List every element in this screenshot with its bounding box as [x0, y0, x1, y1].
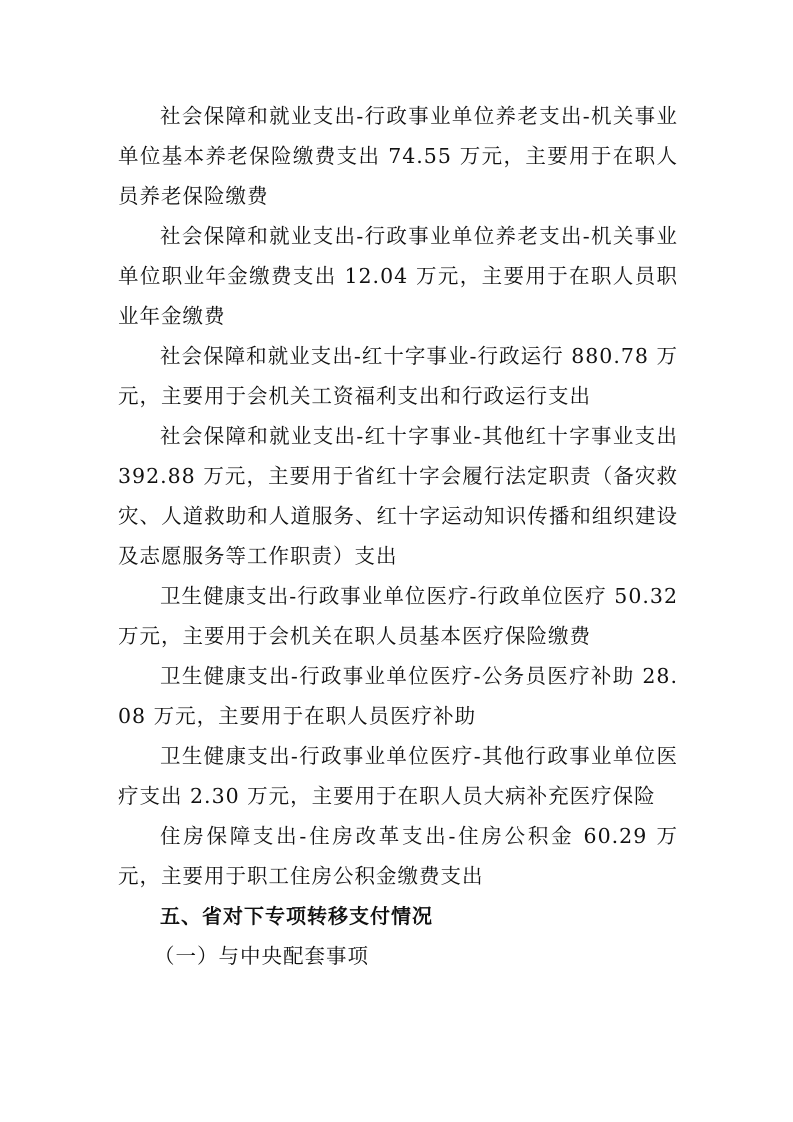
- paragraph-red-cross-admin: 社会保障和就业支出-红十字事业-行政运行 880.78 万元，主要用于会机关工资福利支出和行政运行支出: [118, 344, 678, 408]
- paragraph-other-medical: 卫生健康支出-行政事业单位医疗-其他行政事业单位医疗支出 2.30 万元，主要用于在职人员大病补充医疗保险: [118, 744, 678, 808]
- paragraph-civil-servant-medical: 卫生健康支出-行政事业单位医疗-公务员医疗补助 28.08 万元，主要用于在职人员医疗补助: [118, 664, 678, 728]
- paragraph-admin-medical: 卫生健康支出-行政事业单位医疗-行政单位医疗 50.32 万元，主要用于会机关在职人员基本医疗保险缴费: [118, 584, 678, 648]
- paragraph-housing-fund: 住房保障支出-住房改革支出-住房公积金 60.29 万元，主要用于职工住房公积金缴费支出: [118, 824, 678, 888]
- paragraph-red-cross-other: 社会保障和就业支出-红十字事业-其他红十字事业支出392.88 万元，主要用于省红十字会履行法定职责（备灾救灾、人道救助和人道服务、红十字运动知识传播和组织建设及志愿服务等工作职责）支出: [118, 424, 678, 568]
- subsection-heading: （一）与中央配套事项: [154, 944, 369, 968]
- document-body: [118, 96, 678, 976]
- paragraph-occupational-annuity: 社会保障和就业支出-行政事业单位养老支出-机关事业单位职业年金缴费支出 12.04 万元，主要用于在职人员职业年金缴费: [118, 224, 678, 328]
- paragraph-pension-insurance: 社会保障和就业支出-行政事业单位养老支出-机关事业单位基本养老保险缴费支出 74.55 万元，主要用于在职人员养老保险缴费: [118, 104, 678, 208]
- section-heading: 五、省对下专项转移支付情况: [160, 904, 433, 928]
